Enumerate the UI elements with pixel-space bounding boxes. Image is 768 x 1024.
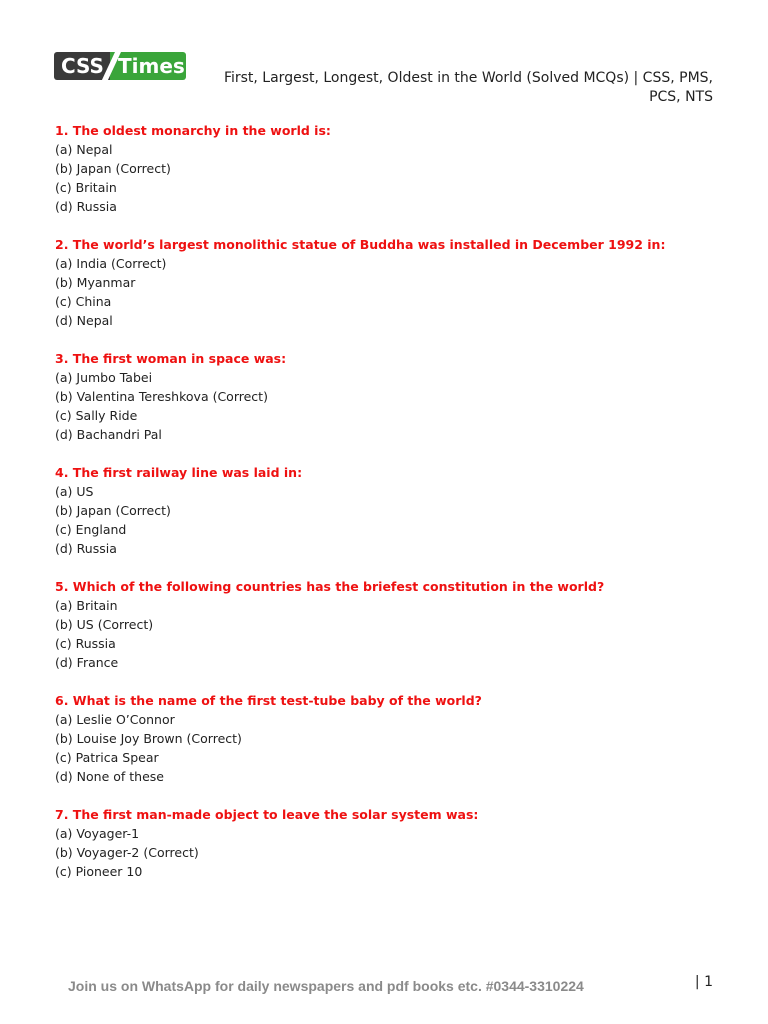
css-times-logo <box>54 52 186 80</box>
question-title: 1. The oldest monarchy in the world is: <box>55 123 331 138</box>
question-title: 2. The world’s largest monolithic statue of Buddha was installed in December 1992 in: <box>55 237 666 252</box>
answer-option: (b) Louise Joy Brown (Correct) <box>55 731 242 746</box>
answer-option: (b) Japan (Correct) <box>55 161 171 176</box>
answer-option: (c) Pioneer 10 <box>55 864 143 879</box>
answer-option: (c) Britain <box>55 180 117 195</box>
document-title <box>193 69 713 107</box>
question-title: 6. What is the name of the first test-tube baby of the world? <box>55 693 482 708</box>
question-1 <box>55 121 715 216</box>
answer-option: (b) US (Correct) <box>55 617 154 632</box>
answer-option: (d) France <box>55 655 119 670</box>
answer-option: (a) Nepal <box>55 142 113 157</box>
answer-option: (d) None of these <box>55 769 164 784</box>
answer-option: (a) India (Correct) <box>55 256 167 271</box>
question-title: 3. The first woman in space was: <box>55 351 287 366</box>
answer-option: (a) Voyager-1 <box>55 826 140 841</box>
page-number: | 1 <box>694 974 713 990</box>
question-4 <box>55 463 715 558</box>
question-list <box>55 121 715 900</box>
document-title-line-1: First, Largest, Longest, Oldest in the World (Solved MCQs) | CSS, PMS, <box>223 70 713 86</box>
answer-option: (a) Leslie O’Connor <box>55 712 175 727</box>
question-title: 5. Which of the following countries has the briefest constitution in the world? <box>55 579 605 594</box>
document-title-line-2: PCS, NTS <box>649 89 713 105</box>
answer-option: (c) Sally Ride <box>55 408 138 423</box>
answer-option: (d) Nepal <box>55 313 113 328</box>
footer-whatsapp-note: Join us on WhatsApp for daily newspapers and pdf books etc. #0344-3310224 <box>68 978 584 994</box>
question-2 <box>55 235 715 330</box>
answer-option: (b) Myanmar <box>55 275 136 290</box>
answer-option: (c) China <box>55 294 112 309</box>
question-title: 4. The first railway line was laid in: <box>55 465 303 480</box>
answer-option: (c) Russia <box>55 636 116 651</box>
answer-option: (c) England <box>55 522 127 537</box>
answer-option: (d) Russia <box>55 541 117 556</box>
answer-option: (a) Jumbo Tabei <box>55 370 153 385</box>
logo-css-text: CSS <box>54 52 110 80</box>
question-3 <box>55 349 715 444</box>
answer-option: (b) Japan (Correct) <box>55 503 171 518</box>
answer-option: (d) Bachandri Pal <box>55 427 162 442</box>
question-5 <box>55 577 715 672</box>
question-title: 7. The first man-made object to leave the solar system was: <box>55 807 479 822</box>
answer-option: (d) Russia <box>55 199 117 214</box>
answer-option: (b) Voyager-2 (Correct) <box>55 845 199 860</box>
answer-option: (b) Valentina Tereshkova (Correct) <box>55 389 268 404</box>
question-6 <box>55 691 715 786</box>
question-7 <box>55 805 715 881</box>
logo-times-text: Times <box>110 52 186 80</box>
answer-option: (a) Britain <box>55 598 118 613</box>
answer-option: (c) Patrica Spear <box>55 750 159 765</box>
answer-option: (a) US <box>55 484 94 499</box>
